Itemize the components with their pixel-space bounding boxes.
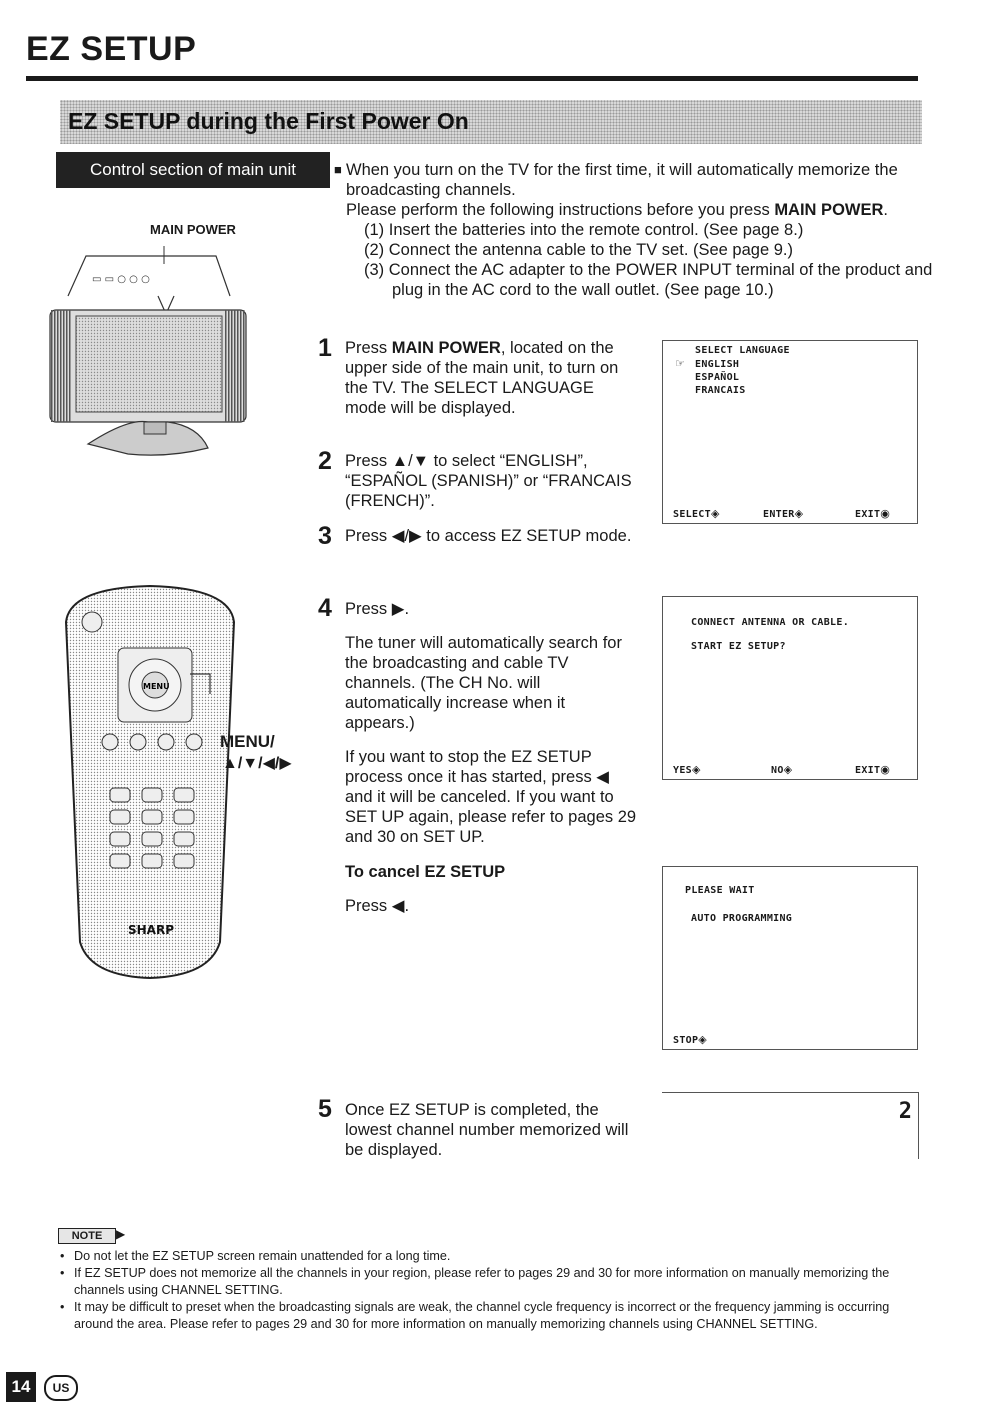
intro-list [346,220,936,300]
channel-screen [662,1092,919,1159]
right-button-icon: ◈ [691,763,701,776]
note-arrow-icon: ▶ [116,1227,126,1241]
channel-number: 2 [898,1099,912,1124]
control-section-label: Control section of main unit [56,152,330,188]
intro-item: (3) Connect the AC adapter to the POWER INPUT terminal of the product and plug in the AC cord to the wall outlet. (See page 10.) [364,261,933,299]
tv-illustration [48,236,248,468]
title-rule [26,76,918,81]
auto-programming-screen [662,866,918,1050]
step-2-text: Press ▲/▼ to select “ENGLISH”, “ESPAÑOL (SPANISH)” or “FRANCAIS (FRENCH)”. [345,452,632,510]
screen-line: CONNECT ANTENNA OR CABLE. [691,617,850,628]
menu-button-icon: ◉ [880,763,891,776]
menu-button-icon: ◉ [880,507,891,520]
language-option: FRANCAIS [695,385,746,396]
exit-hint: EXIT◉ [855,507,891,520]
step-5-text: Once EZ SETUP is completed, the lowest channel number memorized will be displayed. [345,1101,629,1159]
step-4-paragraph: If you want to stop the EZ SETUP process once it has started, press ◀ and it will be canceled. If you want to SET UP again, please refer to pages 29 and 30 on SET UP. [345,748,637,846]
main-power-label: MAIN POWER [150,222,236,237]
screen-line: PLEASE WAIT [685,885,755,896]
step-number: 3 [318,522,332,550]
no-hint: NO◈ [771,763,793,776]
updown-button-icon: ◈ [710,507,720,520]
select-hint: SELECT◈ [673,507,720,520]
screen-line: AUTO PROGRAMMING [691,913,793,924]
note-item: • If EZ SETUP does not memorize all the channels in your region, please refer to pages 29 and 30 for more information on manually memorizing the channels using CHANNEL SETTING. [58,1265,918,1299]
cursor-arrows-label: ▲/▼/◀/▶ [222,755,292,772]
section-title: EZ SETUP during the First Power On [68,108,469,134]
notes-list [58,1248,918,1333]
remote-illustration [60,582,310,980]
screen-line: START EZ SETUP? [691,641,786,652]
svg-text:MENU: MENU [143,682,170,691]
step-number: 1 [318,334,332,362]
exit-hint: EXIT◉ [855,763,891,776]
step-1-text: Press MAIN POWER, located on the upper side of the main unit, to turn on the TV. The SELECT LANGUAGE mode will be displayed. [345,339,619,417]
step-number: 5 [318,1095,332,1123]
cancel-text: Press ◀. [345,897,410,915]
svg-text:▭ ▭ ○ ○ ○: ▭ ▭ ○ ○ ○ [92,274,150,285]
intro [334,160,936,300]
intro-item: (2) Connect the antenna cable to the TV set. (See page 9.) [364,241,793,259]
language-option: ESPAÑOL [695,372,740,383]
start-ez-setup-screen [662,596,918,780]
note-item: • Do not let the EZ SETUP screen remain unattended for a long time. [58,1248,918,1265]
pointer-icon: ☞ [675,357,685,370]
enter-hint: ENTER◈ [763,507,804,520]
yes-hint: YES◈ [673,763,701,776]
note-badge: NOTE [58,1228,116,1244]
intro-line2: Please perform the following instructions before you press MAIN POWER. [346,201,888,219]
left-button-icon: ◈ [783,763,793,776]
note-item: • It may be difficult to preset when the broadcasting signals are weak, the channel cycle frequency is incorrect or the frequency jamming is occurring around the area. Please refer to pages 29 and 30 for more information on manually memorizing channels using CHANNEL SETTING. [58,1299,918,1333]
intro-line1: When you turn on the TV for the first time, it will automatically memorize the broadcasting channels. [346,161,898,199]
step-number: 2 [318,447,332,475]
left-button-icon: ◈ [698,1033,708,1046]
brand-logo: SHARP [128,923,175,937]
step-number: 4 [318,594,332,622]
right-button-icon: ◈ [794,507,804,520]
step-4-paragraph: The tuner will automatically search for the broadcasting and cable TV channels. (The CH No. will automatically increase when it appears.) [345,634,622,732]
screen-title: SELECT LANGUAGE [695,345,790,356]
page-title: EZ SETUP [26,30,197,68]
select-language-screen [662,340,918,524]
language-option: ENGLISH [695,359,740,370]
stop-hint: STOP◈ [673,1033,708,1046]
region-badge: US [44,1375,78,1401]
cancel-title: To cancel EZ SETUP [345,863,506,881]
menu-label: MENU/ [220,732,275,751]
step-3-text: Press ◀/▶ to access EZ SETUP mode. [345,527,632,545]
step-4-text: Press ▶. [345,600,410,618]
intro-item: (1) Insert the batteries into the remote control. (See page 8.) [364,221,804,239]
square-bullet-icon: ■ [334,162,342,177]
page-number: 14 [6,1372,36,1402]
